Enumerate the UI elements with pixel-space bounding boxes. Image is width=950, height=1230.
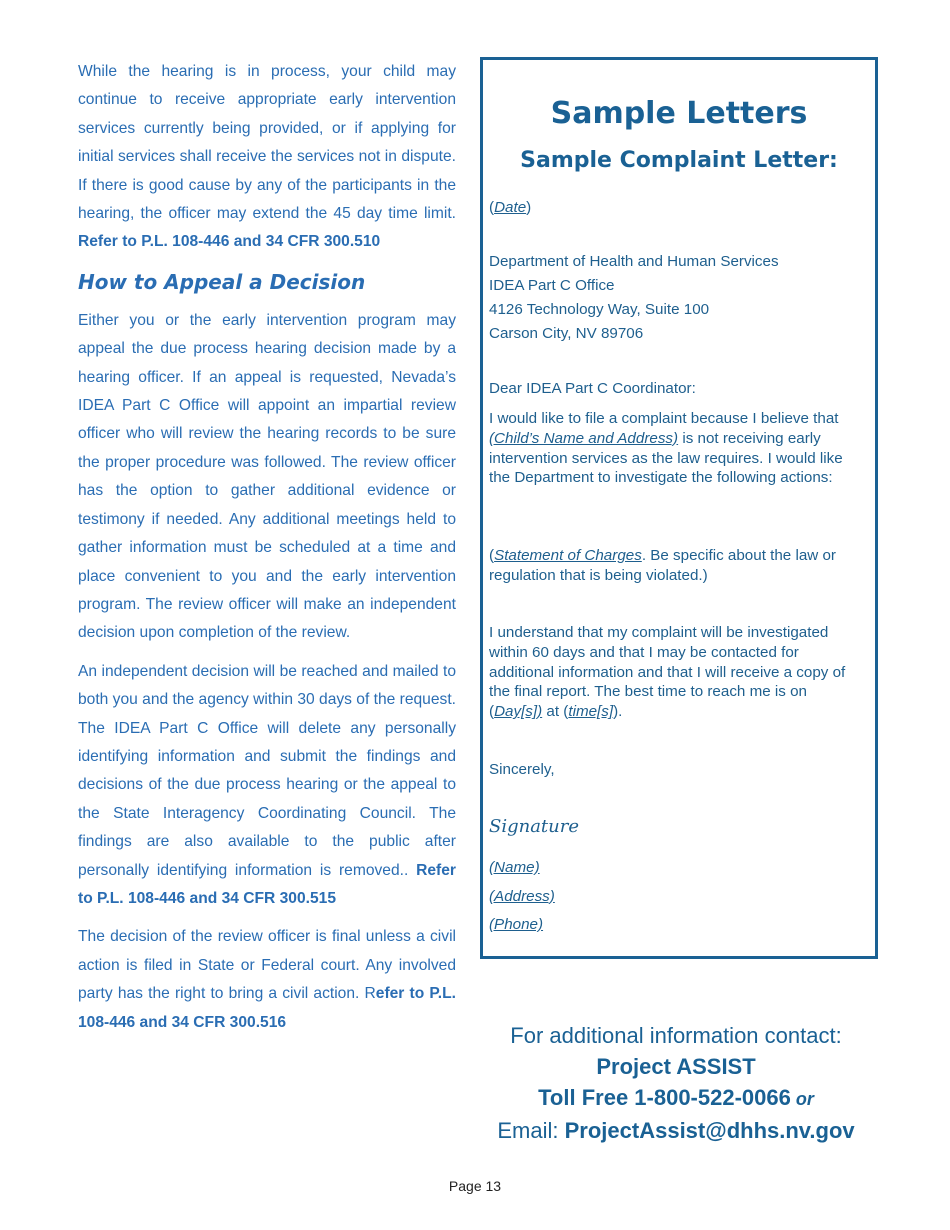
reference-300-516: efer to P.L. 108-446 and 34 CFR 300.516 — [78, 985, 456, 1031]
sender-phone: (Phone) — [489, 916, 544, 934]
contact-intro: For additional information contact: — [510, 1023, 842, 1048]
paragraph-appeal: Either you or the early intervention program may appeal the due process hearing decision made by a hearing officer. If an appeal is requested, Nevada’s IDEA Part C Office will appoint an impartial review officer who will review the hearing records to be sure the proper procedure was followed. The review officer has the option to gather additional evidence or testimony if needed. Any additional meetings held to gather information must be scheduled at a time and place convenient to you and the early intervention program. The review officer will make an independent decision upon completion of the review. — [78, 311, 456, 642]
letter-body-investigation: I understand that my complaint will be investigated within 60 days and that I may be contacted for additional information and that I will receive a copy of the final report. The best time to reach me is on (Day[s]) at (time[s]). — [489, 624, 846, 721]
page-number: Page 13 — [448, 1178, 502, 1194]
reference-300-515: Refer to P.L. 108-446 and 34 CFR 300.515 — [78, 861, 456, 907]
appeal-heading: How to Appeal a Decision — [78, 269, 366, 294]
letter-date: (Date) — [489, 199, 532, 216]
sample-complaint-subtitle: Sample Complaint Letter: — [520, 148, 838, 173]
letter-salutation: Dear IDEA Part C Coordinator: — [489, 380, 696, 397]
signature: Signature — [489, 816, 580, 837]
sample-letters-box — [480, 57, 878, 959]
letter-closing: Sincerely, — [489, 761, 555, 778]
letter-body-complaint: I would like to file a complaint because I believe that (Child’s Name and Address) is not receiving early intervention services as the law requires. I would like the Department to investigate the following actions: — [489, 410, 843, 487]
contact-org: Project ASSIST — [596, 1054, 756, 1079]
letter-address: Department of Health and Human Services IDEA Part C Office 4126 Technology Way, Suite 100 Carson City, NV 89706 — [489, 253, 779, 342]
sender-address: (Address) — [489, 887, 555, 905]
letter-statement-of-charges: (Statement of Charges. Be specific about the law or regulation that is being violated.) — [489, 547, 836, 584]
paragraph-independent-decision: An independent decision will be reached and mailed to both you and the agency within 30 days of the request. The IDEA Part C Office will delete any personally identifying information and submit the findings and decisions of the due process hearing or the appeal to the State Interagency Coordinating Council. The findings are also available to the public after personally identifying information is removed.. Refer to P.L. 108-446 and 34 CFR 300.515 — [78, 662, 456, 907]
left-column — [78, 58, 456, 1047]
paragraph-final-decision: The decision of the review officer is final unless a civil action is filed in State or Federal court. Any involved party has the right to bring a civil action. Refer to P.L. 108-446 and 34 CFR 300.516 — [78, 928, 456, 1031]
letter-signature-block — [489, 854, 861, 940]
contact-phone: Toll Free 1-800-522-0066 or — [538, 1085, 814, 1110]
sender-name: (Name) — [489, 859, 540, 876]
sample-letters-title: Sample Letters — [550, 96, 808, 131]
reference-300-510: Refer to P.L. 108-446 and 34 CFR 300.510 — [78, 233, 381, 251]
contact-info — [480, 1020, 872, 1146]
contact-email: Email: ProjectAssist@dhhs.nv.gov — [497, 1118, 855, 1143]
paragraph-hearing-process: While the hearing is in process, your child may continue to receive appropriate early intervention services currently being provided, or if applying for initial services shall receive the services not in dispute. If there is good cause by any of the participants in the hearing, the officer may extend the 45 day time limit. Refer to P.L. 108-446 and 34 CFR 300.510 — [78, 63, 456, 251]
email-link[interactable]: ProjectAssist@dhhs.nv.gov — [564, 1118, 855, 1143]
